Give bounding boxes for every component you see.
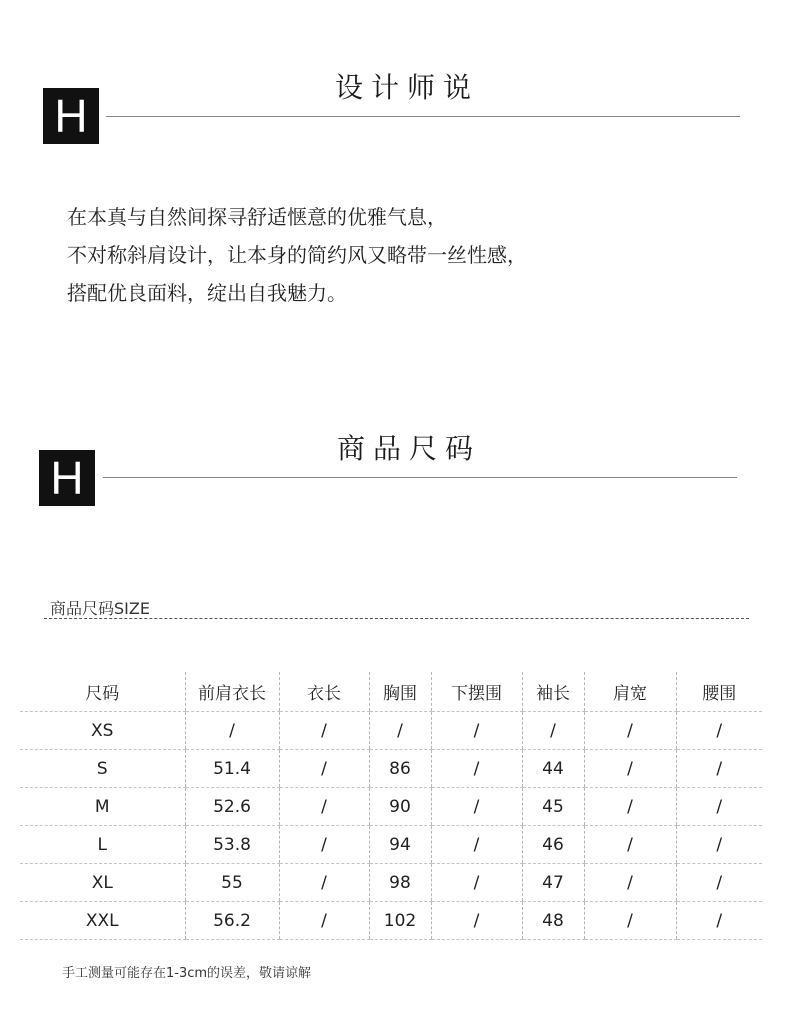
measurement-note: 手工测量可能存在1-3cm的误差，敬请谅解 bbox=[62, 966, 312, 981]
size-label-divider bbox=[44, 618, 749, 619]
table-cell: / bbox=[431, 902, 522, 940]
table-cell: / bbox=[279, 712, 369, 750]
table-cell: / bbox=[431, 712, 522, 750]
table-cell: 98 bbox=[369, 864, 431, 902]
size-table bbox=[20, 672, 762, 940]
table-cell: / bbox=[279, 902, 369, 940]
table-cell: / bbox=[369, 712, 431, 750]
table-cell: 53.8 bbox=[185, 826, 279, 864]
table-cell: / bbox=[431, 750, 522, 788]
description-line-2: 不对称斜肩设计，让本身的简约风又略带一丝性感， bbox=[67, 243, 527, 267]
column-header-hem: 下摆围 bbox=[431, 672, 522, 712]
table-cell: 51.4 bbox=[185, 750, 279, 788]
table-row bbox=[20, 864, 762, 902]
table-cell: 102 bbox=[369, 902, 431, 940]
table-cell: / bbox=[676, 902, 762, 940]
table-cell: / bbox=[584, 788, 676, 826]
table-cell: / bbox=[676, 750, 762, 788]
table-cell: / bbox=[279, 864, 369, 902]
table-cell: 56.2 bbox=[185, 902, 279, 940]
table-cell: / bbox=[185, 712, 279, 750]
table-cell: / bbox=[584, 750, 676, 788]
column-header-length: 衣长 bbox=[279, 672, 369, 712]
column-header-bust: 胸围 bbox=[369, 672, 431, 712]
table-cell: 48 bbox=[522, 902, 584, 940]
table-cell: 44 bbox=[522, 750, 584, 788]
table-cell: / bbox=[584, 864, 676, 902]
table-cell: L bbox=[20, 826, 185, 864]
column-header-size: 尺码 bbox=[20, 672, 185, 712]
table-row bbox=[20, 826, 762, 864]
section-badge-size: H bbox=[39, 450, 95, 506]
size-table-label: 商品尺码SIZE bbox=[50, 599, 150, 618]
table-cell: / bbox=[431, 826, 522, 864]
table-cell: / bbox=[676, 864, 762, 902]
table-cell: 90 bbox=[369, 788, 431, 826]
column-header-waist: 腰围 bbox=[676, 672, 762, 712]
table-cell: 46 bbox=[522, 826, 584, 864]
table-cell: / bbox=[584, 826, 676, 864]
column-header-sleeve: 袖长 bbox=[522, 672, 584, 712]
table-row bbox=[20, 788, 762, 826]
column-header-front-length: 前肩衣长 bbox=[185, 672, 279, 712]
table-cell: / bbox=[279, 750, 369, 788]
designer-description bbox=[67, 198, 527, 312]
description-line-1: 在本真与自然间探寻舒适惬意的优雅气息， bbox=[67, 205, 447, 229]
table-cell: 86 bbox=[369, 750, 431, 788]
table-cell: 94 bbox=[369, 826, 431, 864]
table-cell: XL bbox=[20, 864, 185, 902]
description-line-3: 搭配优良面料，绽出自我魅力。 bbox=[67, 281, 347, 305]
table-row bbox=[20, 712, 762, 750]
table-cell: / bbox=[431, 788, 522, 826]
table-cell: / bbox=[279, 826, 369, 864]
table-cell: S bbox=[20, 750, 185, 788]
table-cell: / bbox=[522, 712, 584, 750]
section-badge-designer: H bbox=[43, 88, 99, 144]
table-cell: M bbox=[20, 788, 185, 826]
table-row bbox=[20, 750, 762, 788]
table-cell: 45 bbox=[522, 788, 584, 826]
table-cell: / bbox=[676, 712, 762, 750]
table-cell: 52.6 bbox=[185, 788, 279, 826]
table-cell: / bbox=[584, 712, 676, 750]
table-cell: XS bbox=[20, 712, 185, 750]
table-cell: 55 bbox=[185, 864, 279, 902]
size-table-header bbox=[20, 672, 762, 712]
column-header-shoulder: 肩宽 bbox=[584, 672, 676, 712]
section-title-designer: 设计师说 bbox=[335, 71, 480, 104]
section-divider-designer bbox=[106, 116, 740, 117]
table-cell: / bbox=[584, 902, 676, 940]
table-row bbox=[20, 902, 762, 940]
section-divider-size bbox=[103, 477, 737, 478]
table-cell: / bbox=[431, 864, 522, 902]
table-cell: / bbox=[279, 788, 369, 826]
table-cell: / bbox=[676, 788, 762, 826]
table-cell: XXL bbox=[20, 902, 185, 940]
table-cell: / bbox=[676, 826, 762, 864]
section-title-size: 商品尺码 bbox=[337, 432, 482, 465]
table-cell: 47 bbox=[522, 864, 584, 902]
